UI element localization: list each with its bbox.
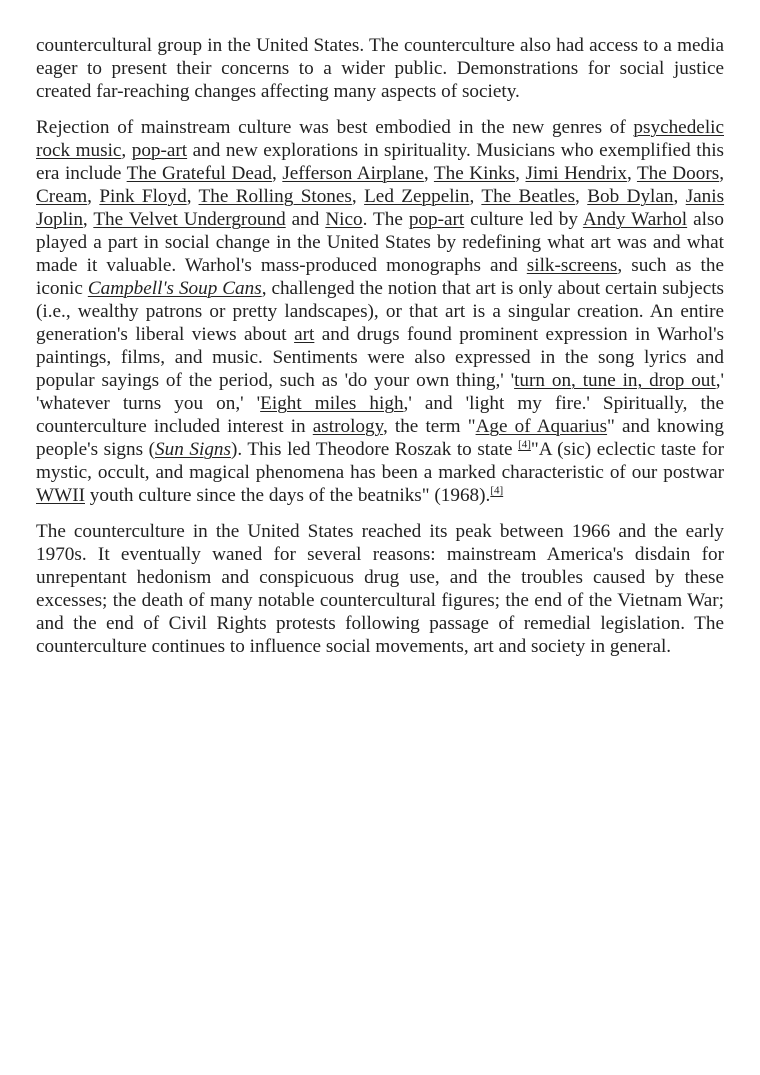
text-run: , — [87, 186, 100, 207]
text-run: , — [469, 186, 482, 207]
text-run: , — [351, 186, 365, 207]
text-run: , the term " — [382, 416, 476, 437]
text-run: The counterculture in the United States reached its peak between 1966 and the early 1970s. It eventually waned for several reasons: mainstream America's disdain for unrepentant hedonism and conspicuous drug use, and the troubles caused by these excesses; the death of many notable countercultural figures; the end of the Vietnam War; and the end of Civil Rights protests following passage of remedial legislation. The counterculture continues to influence social movements, art and society in general. — [36, 521, 724, 657]
link-jimi-hendrix[interactable]: Jimi Hendrix — [525, 163, 627, 184]
citation-4-second-link[interactable]: [4] — [490, 484, 504, 497]
link-the-doors[interactable]: The Doors — [636, 163, 720, 184]
link-sun-signs[interactable]: Sun Signs — [155, 439, 231, 460]
link-astrology[interactable]: astrology — [312, 416, 383, 437]
link-cream[interactable]: Cream — [36, 186, 88, 207]
text-run: "A (sic) eclectic taste for mystic, occult, and magical phenomena has been a marked characteristic of our postwar — [36, 439, 724, 483]
text-run: , challenged the notion that art is only about certain subjects (i.e., wealthy patrons or pretty landscapes), or that art is a singular creation. An entire generation's liberal views about — [36, 278, 725, 345]
link-pop-art[interactable]: pop-art — [131, 140, 188, 161]
text-run: culture led by — [464, 209, 583, 230]
text-run: , — [719, 163, 725, 184]
link-the-rolling-stones[interactable]: The Rolling Stones — [198, 186, 352, 207]
text-run: . The — [362, 209, 409, 230]
text-run: , — [271, 163, 283, 184]
text-run: , — [575, 186, 588, 207]
link-bob-dylan[interactable]: Bob Dylan — [587, 186, 674, 207]
paragraph-rejection-of-mainstream — [36, 116, 724, 507]
link-art[interactable]: art — [294, 324, 315, 345]
link-pop-art-2[interactable]: pop-art — [408, 209, 465, 230]
link-janis-joplin[interactable]: Janis Joplin — [36, 186, 725, 230]
text-run: , — [121, 140, 132, 161]
text-run: " and knowing people's signs ( — [36, 416, 724, 460]
text-run: ,' 'whatever turns you on,' ' — [36, 370, 724, 414]
text-run: and drugs found prominent expression in Warhol's paintings, films, and music. Sentiments were also expressed in the song lyrics and popular sayings of the period, such as 'do your own thing,' ' — [36, 324, 724, 391]
link-jefferson-airplane[interactable]: Jefferson Airplane — [282, 163, 424, 184]
text-run: , — [515, 163, 526, 184]
text-run: , such as the iconic — [36, 255, 724, 299]
citation-4-second[interactable] — [490, 485, 503, 497]
text-run: and — [285, 209, 326, 230]
text-run: ,' and 'light my fire.' Spiritually, the counterculture included interest in — [36, 393, 724, 437]
text-run: youth culture since the days of the beatniks" (1968). — [85, 485, 491, 506]
link-age-of-aquarius[interactable]: Age of Aquarius — [475, 416, 608, 437]
text-run: countercultural group in the United States. The counterculture also had access to a media eager to present their concerns to a wider public. Demonstrations for social justice created far-reaching changes affecting many aspects of society. — [36, 35, 724, 102]
text-run: Rejection of mainstream culture was best embodied in the new genres of — [36, 117, 634, 138]
link-andy-warhol[interactable]: Andy Warhol — [582, 209, 688, 230]
link-the-kinks[interactable]: The Kinks — [433, 163, 516, 184]
text-run: , — [423, 163, 434, 184]
link-the-beatles[interactable]: The Beatles — [481, 186, 576, 207]
link-wwii[interactable]: WWII — [36, 485, 85, 506]
link-psychedelic-rock-music[interactable]: psychedelic rock music — [36, 117, 724, 161]
text-run: , — [82, 209, 94, 230]
text-run: ). This led Theodore Roszak to state — [230, 439, 519, 460]
link-silk-screens[interactable]: silk-screens — [526, 255, 618, 276]
text-run: , — [186, 186, 199, 207]
text-run: and new explorations in spirituality. Musicians who exemplified this era include — [36, 140, 724, 184]
link-campbells-soup-cans[interactable]: Campbell's Soup Cans — [87, 278, 262, 299]
paragraph-counterculture-peak — [36, 520, 724, 658]
citation-4-first-link[interactable]: [4] — [518, 438, 531, 451]
citation-4-first[interactable] — [518, 439, 531, 451]
link-nico[interactable]: Nico — [325, 209, 363, 230]
link-eight-miles-high[interactable]: Eight miles high — [260, 393, 404, 414]
paragraph-media-concerns — [36, 34, 724, 103]
document-body — [36, 34, 724, 671]
link-led-zeppelin[interactable]: Led Zeppelin — [364, 186, 470, 207]
link-the-velvet-underground[interactable]: The Velvet Underground — [93, 209, 286, 230]
text-run: also played a part in social change in the United States by redefining what art was and what made it valuable. Warhol's mass-produced monographs and — [36, 209, 724, 276]
link-turn-on-tune-in-drop-out[interactable]: turn on, tune in, drop out — [514, 370, 716, 391]
text-run: , — [626, 163, 637, 184]
text-run: , — [673, 186, 686, 207]
link-pink-floyd[interactable]: Pink Floyd — [99, 186, 187, 207]
link-the-grateful-dead[interactable]: The Grateful Dead — [126, 163, 272, 184]
